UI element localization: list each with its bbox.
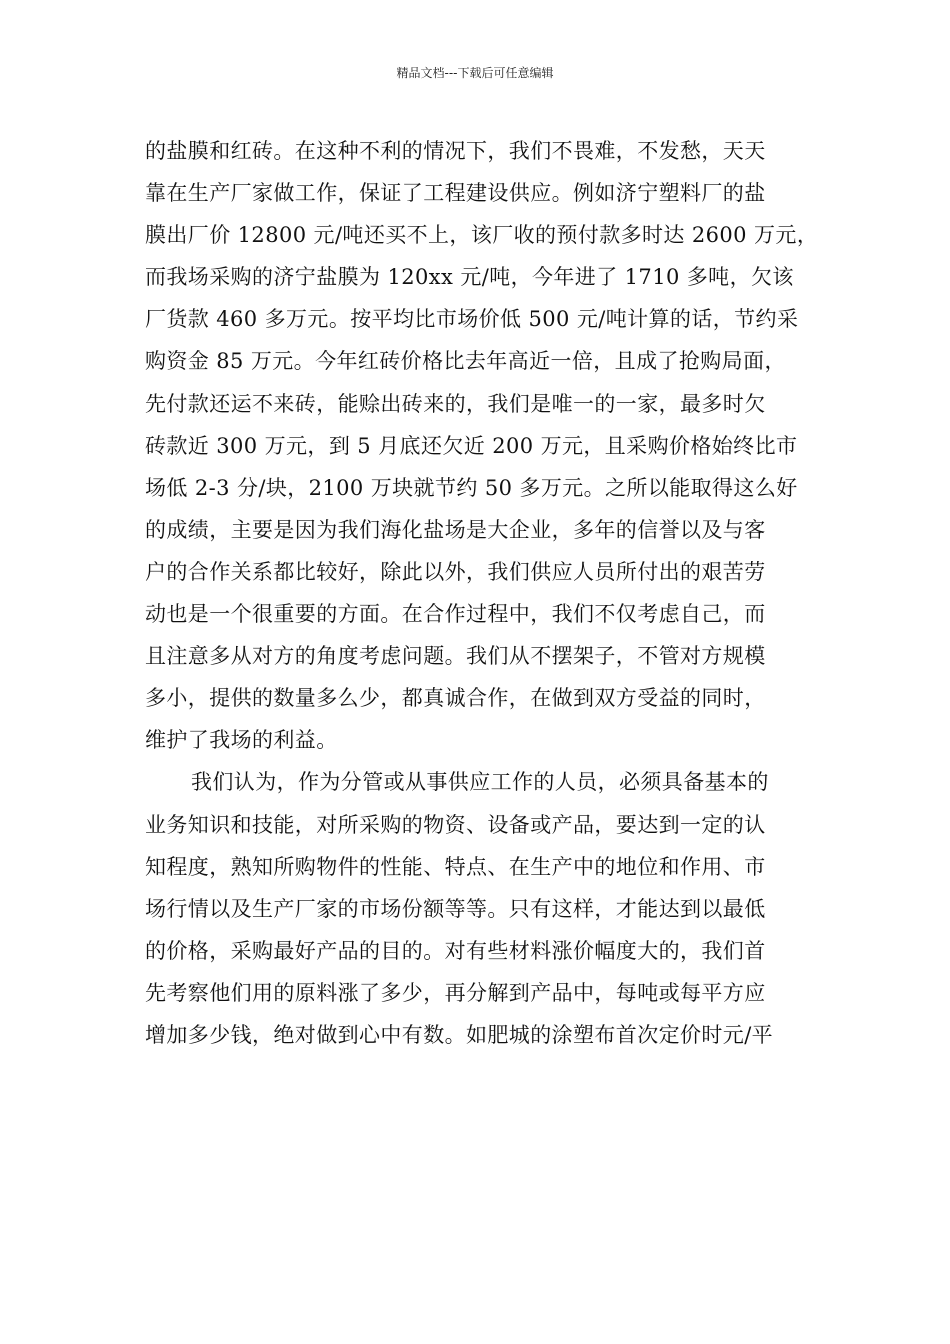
text-line: 场行情以及生产厂家的市场份额等等。只有这样，才能达到以最低 bbox=[145, 896, 766, 921]
text-line: 户的合作关系都比较好，除此以外，我们供应人员所付出的艰苦劳 bbox=[145, 559, 766, 584]
text-line: 且注意多从对方的角度考虑问题。我们从不摆架子，不管对方规模 bbox=[145, 644, 766, 669]
text-line: 厂货款 460 多万元。按平均比市场价低 500 元/吨计算的话，节约采 bbox=[145, 307, 799, 332]
text-line: 的成绩，主要是因为我们海化盐场是大企业，多年的信誉以及与客 bbox=[145, 517, 766, 542]
text-line: 我们认为，作为分管或从事供应工作的人员，必须具备基本的 bbox=[191, 770, 769, 795]
paragraph-1 bbox=[145, 130, 825, 761]
text-line: 靠在生产厂家做工作，保证了工程建设供应。例如济宁塑料厂的盐 bbox=[145, 181, 766, 206]
text-line: 场低 2-3 分/块，2100 万块就节约 50 多万元。之所以能取得这么好 bbox=[145, 475, 798, 500]
document-body bbox=[145, 130, 825, 1056]
text-line: 先付款还运不来砖，能赊出砖来的，我们是唯一的一家，最多时欠 bbox=[145, 391, 766, 416]
text-line: 多小，提供的数量多么少，都真诚合作，在做到双方受益的同时， bbox=[145, 686, 766, 711]
text-line: 动也是一个很重要的方面。在合作过程中，我们不仅考虑自己，而 bbox=[145, 602, 766, 627]
paragraph-2 bbox=[145, 761, 825, 1056]
text-line: 维护了我场的利益。 bbox=[145, 728, 338, 753]
text-line: 砖款近 300 万元，到 5 月底还欠近 200 万元，且采购价格始终比市 bbox=[145, 433, 798, 458]
text-line: 业务知识和技能，对所采购的物资、设备或产品，要达到一定的认 bbox=[145, 812, 766, 837]
text-line: 膜出厂价 12800 元/吨还买不上，该厂收的预付款多时达 2600 万元， bbox=[145, 223, 819, 248]
text-line: 知程度，熟知所购物件的性能、特点、在生产中的地位和作用、市 bbox=[145, 854, 766, 879]
text-line: 的盐膜和红砖。在这种不利的情况下，我们不畏难，不发愁，天天 bbox=[145, 139, 766, 163]
text-line: 购资金 85 万元。今年红砖价格比去年高近一倍，且成了抢购局面， bbox=[145, 349, 786, 374]
page-header: 精品文档---下载后可任意编辑 bbox=[396, 66, 554, 80]
text-line: 的价格，采购最好产品的目的。对有些材料涨价幅度大的，我们首 bbox=[145, 938, 766, 963]
text-line: 增加多少钱，绝对做到心中有数。如肥城的涂塑布首次定价时元/平 bbox=[145, 1022, 774, 1047]
text-line: 而我场采购的济宁盐膜为 120xx 元/吨，今年进了 1710 多吨，欠该 bbox=[145, 265, 794, 290]
text-line: 先考察他们用的原料涨了多少，再分解到产品中，每吨或每平方应 bbox=[145, 980, 766, 1005]
